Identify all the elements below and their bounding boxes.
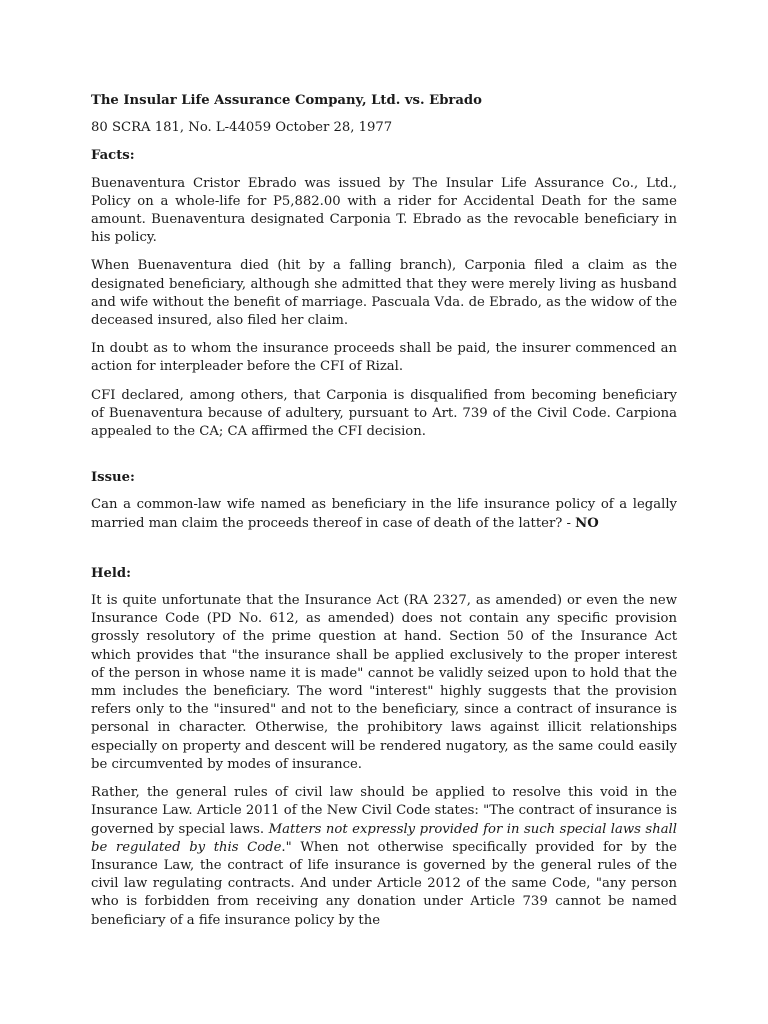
issue-heading: Issue:	[91, 470, 135, 486]
case-citation: 80 SCRA 181, No. L-44059 October 28, 1977	[91, 120, 393, 136]
held-paragraph-1: It is quite unfortunate that the Insurance Act (RA 2327, as amended) or even the new Insurance Code (PD No. 612, as amended) does not contain any specific provision grossly resolutory of the prime question at hand. Section 50 of the Insurance Act which provides that "the insurance shall be applied exclusively to the proper interest of the person in whose name it is made" cannot be validly seized upon to hold that the mm includes the beneficiary. The word "interest" highly suggests that the provision refers only to the "insured" and not to the beneficiary, since a contract of insurance is personal in character. Otherwise, the prohibitory laws against illicit relationships especially on property and descent will be rendered nugatory, as the same could easily be circumvented by modes of insurance.	[91, 593, 677, 772]
facts-heading: Facts:	[91, 148, 135, 164]
facts-paragraph-1: Buenaventura Cristor Ebrado was issued by The Insular Life Assurance Co., Ltd., Policy on a whole-life for P5,882.00 with a rider for Accidental Death for the same amount. Buenaventura designated Carponia T. Ebrado as the revocable beneficiary in his policy.	[91, 175, 677, 246]
issue-question: Can a common-law wife named as beneficiary in the life insurance policy of a legally married man claim the proceeds thereof in case of death of the latter? -	[91, 497, 677, 531]
held-paragraph-2-italic: Matters not expressly provided for in such special laws shall be regulated by this Code	[91, 821, 677, 855]
held-paragraph-2	[91, 784, 677, 930]
held-paragraph-2-start: Rather, the general rules of civil law should be applied to resolve this void in the Insurance Law. Article 2011 of the New Civil Code states: "The contract of insurance is governed by special laws.	[91, 785, 677, 837]
facts-paragraph-2: When Buenaventura died (hit by a falling branch), Carponia filed a claim as the designated beneficiary, although she admitted that they were merely living as husband and wife without the benefit of marriage. Pascuala Vda. de Ebrado, as the widow of the deceased insured, also filed her claim.	[91, 258, 677, 329]
facts-paragraph-3: In doubt as to whom the insurance proceeds shall be paid, the insurer commenced an action for interpleader before the CFI of Rizal.	[91, 341, 677, 375]
case-title: The Insular Life Assurance Company, Ltd. vs. Ebrado	[91, 93, 482, 108]
facts-paragraph-4: CFI declared, among others, that Carponia is disqualified from becoming beneficiary of Buenaventura because of adultery, pursuant to Art. 739 of the Civil Code. Carpiona appealed to the CA; CA affirmed the CFI decision.	[91, 387, 677, 440]
held-heading: Held:	[91, 565, 131, 581]
held-paragraph-2-end: ." When not otherwise specifically provided for by the Insurance Law, the contract of life insurance is governed by the general rules of the civil law regulating contracts. And under Article 2012 of the same Code, "any person who is forbidden from receiving any donation under Article 739 cannot be named beneficiary of a fife insurance policy by the	[91, 839, 677, 928]
issue-answer: NO	[575, 515, 599, 531]
issue-paragraph	[91, 496, 677, 532]
